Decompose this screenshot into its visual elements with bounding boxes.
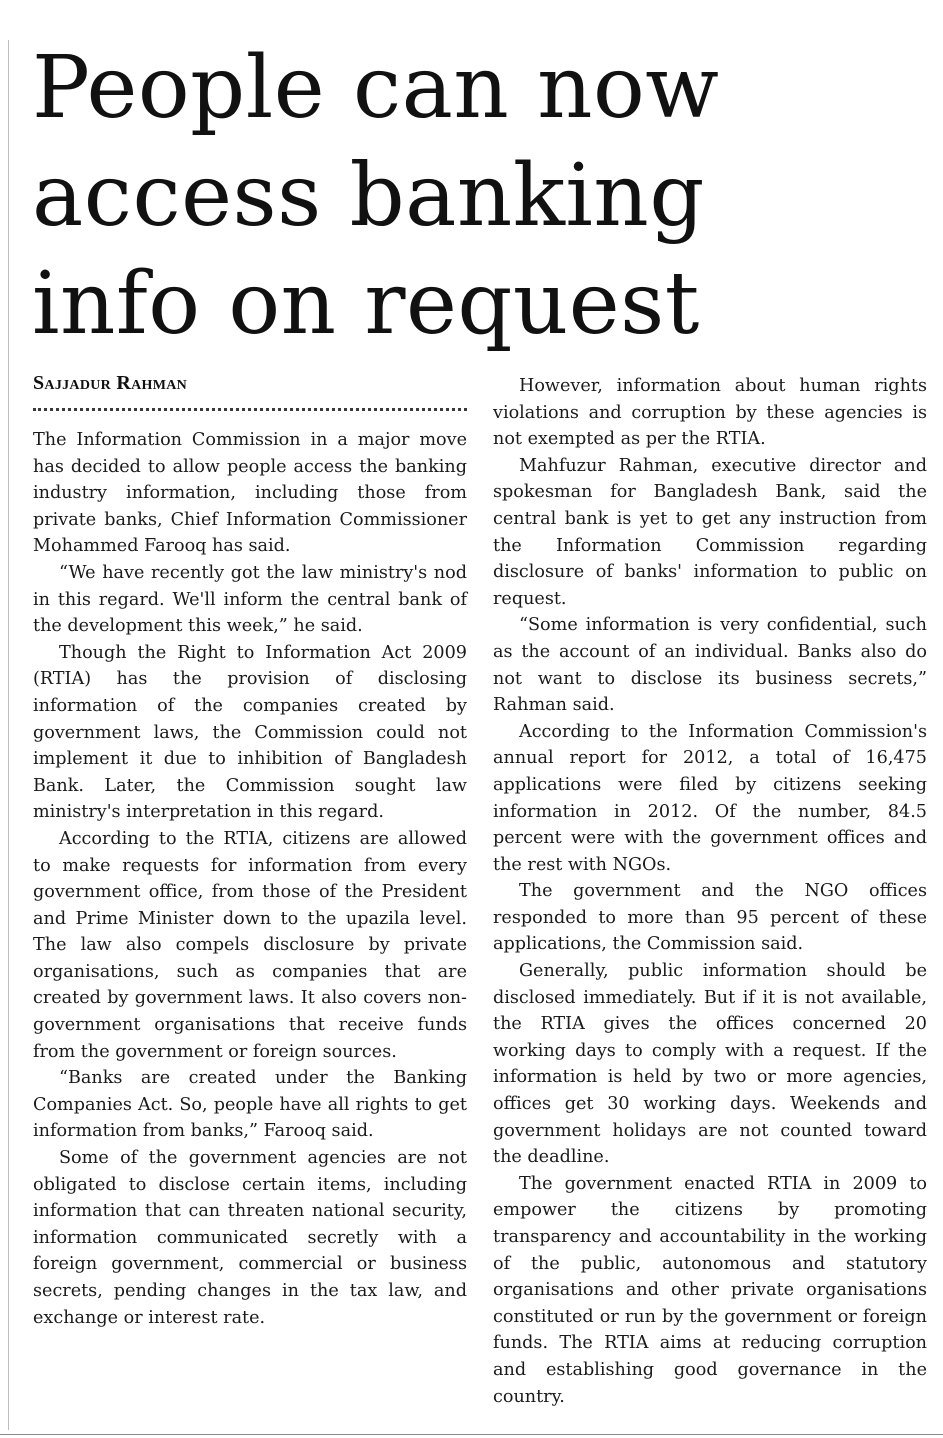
- headline-line-3: info on request: [32, 254, 700, 354]
- paragraph: “Some information is very confidential, such as the account of an individual. Banks also do not want to disclose its business secrets,” Rahman said.: [493, 615, 927, 716]
- bottom-rule: [0, 1434, 943, 1435]
- headline-line-2: access banking: [32, 146, 705, 246]
- right-column: [493, 373, 927, 1410]
- byline: Sajjadur Rahman: [33, 372, 188, 394]
- headline: [32, 34, 932, 358]
- paragraph: According to the RTIA, citizens are allowed to make requests for information from every government office, from those of the President and Prime Minister down to the upazila level. The law also compels disclosure by private organisations, such as companies that are created by government laws. It also covers non-government organisations that receive funds from the government or foreign sources.: [33, 828, 467, 1062]
- headline-line-1: People can now: [32, 38, 720, 138]
- byline-dotted-divider: [33, 408, 467, 411]
- left-column: [33, 427, 467, 1331]
- paragraph: Mahfuzur Rahman, executive director and spokesman for Bangladesh Bank, said the central bank is yet to get any instruction from the Information Commission regarding disclosure of banks' information to public on request.: [493, 455, 927, 609]
- paragraph: According to the Information Commission's annual report for 2012, a total of 16,475 applications were filed by citizens seeking information in 2012. Of the number, 84.5 percent were with the government offices and the rest with NGOs.: [493, 721, 927, 875]
- paragraph: “Banks are created under the Banking Companies Act. So, people have all rights to get information from banks,” Farooq said.: [33, 1068, 467, 1142]
- paragraph: The Information Commission in a major move has decided to allow people access the banking industry information, including those from private banks, Chief Information Commissioner Mohammed Farooq has said.: [33, 430, 467, 557]
- paragraph: However, information about human rights violations and corruption by these agencies is not exempted as per the RTIA.: [493, 376, 927, 450]
- paragraph: Generally, public information should be disclosed immediately. But if it is not available, the RTIA gives the offices concerned 20 working days to comply with a request. If the information is held by two or more agencies, offices get 30 working days. Weekends and government holidays are not counted toward the deadline.: [493, 961, 927, 1168]
- paragraph: Some of the government agencies are not obligated to disclose certain items, including information that can threaten national security, information communicated secretly with a foreign government, commercial or business secrets, pending changes in the tax law, and exchange or interest rate.: [33, 1148, 467, 1328]
- paragraph: The government enacted RTIA in 2009 to empower the citizens by promoting transparency and accountability in the working of the public, autonomous and statutory organisations and other private organisations constituted or run by the government or foreign funds. The RTIA aims at reducing corruption and establishing good governance in the country.: [493, 1173, 927, 1407]
- left-column-rule: [8, 40, 9, 1430]
- paragraph: “We have recently got the law ministry's nod in this regard. We'll inform the central bank of the development this week,” he said.: [33, 562, 467, 637]
- paragraph: The government and the NGO offices responded to more than 95 percent of these applications, the Commission said.: [493, 881, 927, 955]
- paragraph: Though the Right to Information Act 2009 (RTIA) has the provision of disclosing information of the companies created by government laws, the Commission could not implement it due to inhibition of Bangladesh Bank. Later, the Commission sought law ministry's interpretation in this regard.: [33, 642, 467, 823]
